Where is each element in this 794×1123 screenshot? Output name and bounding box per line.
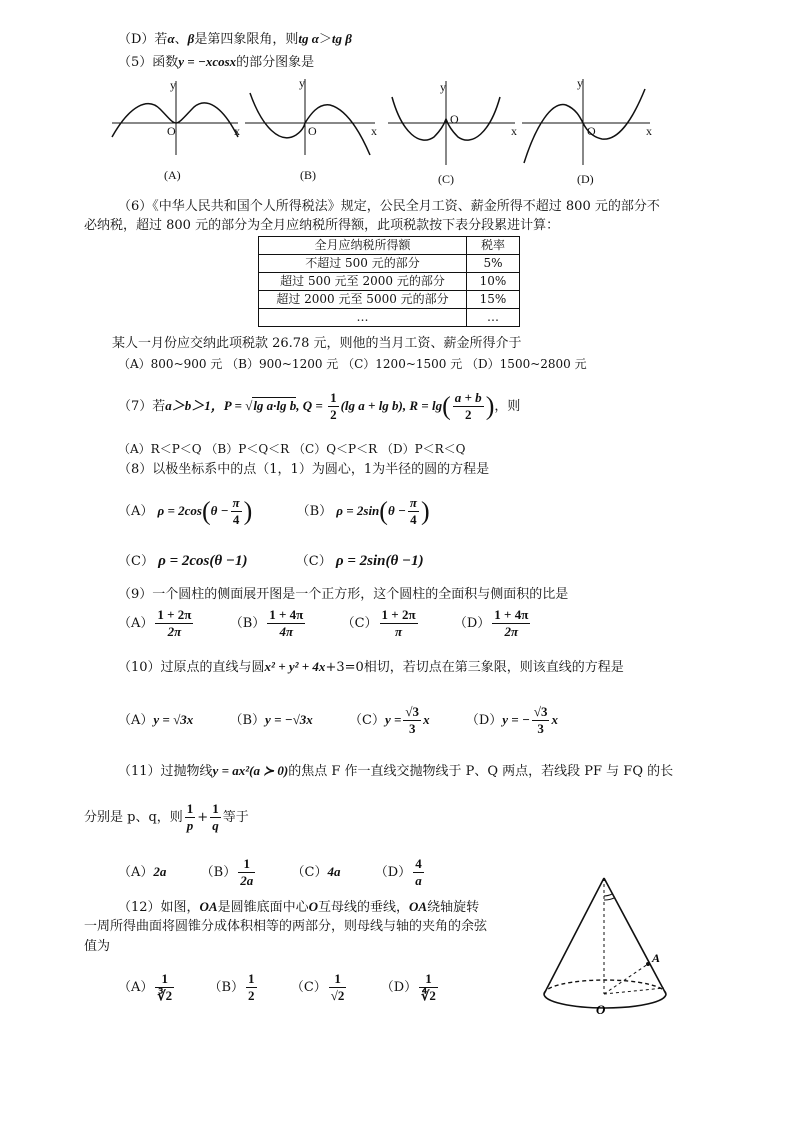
q6-line3: 某人一月份应交纳此项税款 26.78 元，则他的当月工资、薪金所得介于 bbox=[112, 336, 522, 351]
q7-tail: ，则 bbox=[494, 399, 521, 414]
q12-options bbox=[118, 970, 440, 1006]
den: 2 bbox=[464, 407, 472, 422]
table-row bbox=[259, 309, 520, 327]
q8-a-expr: ρ = 2cos bbox=[157, 503, 202, 518]
graph-b-o: O bbox=[308, 124, 317, 138]
q8-d-label: （C） bbox=[295, 554, 332, 569]
den: 4 bbox=[232, 512, 240, 527]
q10-eq: x² + y² + 4x bbox=[264, 659, 326, 674]
graph-b-caption: (B) bbox=[300, 168, 316, 182]
q9-b-frac bbox=[267, 607, 305, 640]
gt: ＞ bbox=[318, 32, 332, 47]
q10-d-pre: y = − bbox=[502, 712, 530, 727]
q12-b-label: （B） bbox=[208, 980, 245, 995]
q11-a-label: （A） bbox=[118, 865, 154, 880]
pi-over-4 bbox=[231, 495, 242, 528]
q6-line2: 必纳税，超过 800 元的部分为全月应纳税所得额，此项税款按下表分段累进计算： bbox=[84, 218, 560, 233]
q8-d-expr: ρ = 2sin(θ −1) bbox=[335, 553, 424, 569]
one-over-q bbox=[210, 801, 221, 834]
q8-options-ab: （A） ρ = 2cos(θ − $\frac{\pi}{4}$ ) （B） ρ = 2sin(θ − $\frac{\pi}{4}$ ) bbox=[118, 495, 430, 527]
den: √2 bbox=[330, 988, 345, 1003]
q10-d-frac bbox=[532, 704, 550, 737]
alpha: α bbox=[167, 31, 175, 46]
num: 1 + 4π bbox=[269, 607, 304, 622]
q10-a-label: （A） bbox=[118, 713, 154, 728]
q11-line2-pre: 分别是 p、q，则 bbox=[84, 810, 183, 825]
table-header-cell: 全月应纳税所得额 bbox=[259, 237, 467, 255]
q5-graphs bbox=[0, 75, 794, 195]
q12-a-frac bbox=[155, 971, 174, 1004]
q7-cond: a＞b＞1， bbox=[165, 398, 224, 413]
table-cell: 10% bbox=[467, 273, 520, 291]
q9-question: （9）一个圆柱的侧面展开图是一个正方形，这个圆柱的全面积与侧面积的比是 bbox=[118, 587, 569, 602]
sep: 、 bbox=[174, 32, 188, 47]
one-over-p bbox=[185, 801, 196, 834]
graph-b-x: x bbox=[371, 124, 377, 138]
num: 1 bbox=[212, 801, 219, 816]
num: 1 + 4π bbox=[494, 607, 529, 622]
graph-c-o: O bbox=[450, 112, 459, 126]
q8-b-label: （B） bbox=[296, 504, 333, 519]
q12-oa: OA bbox=[199, 899, 218, 914]
q6-options: （A）800~900 元 （B）900~1200 元 （C）1200~1500 元 （D）1500~2800 元 bbox=[118, 357, 587, 371]
q11-c-expr: 4a bbox=[327, 864, 341, 879]
q7-q: , Q = bbox=[296, 398, 327, 413]
den: 3 bbox=[537, 721, 544, 736]
den: 2π bbox=[504, 624, 519, 639]
den: 2 bbox=[248, 988, 255, 1003]
q10-b-expr: y = −√3x bbox=[265, 712, 313, 727]
num: 1 + 2π bbox=[157, 607, 192, 622]
num: 1 bbox=[248, 971, 255, 986]
num: a + b bbox=[454, 390, 482, 405]
q12-line3: 值为 bbox=[84, 939, 111, 954]
q10-c-label: （C） bbox=[349, 713, 385, 728]
q5-label: （5）函数 bbox=[118, 55, 179, 70]
label-a: A bbox=[652, 951, 661, 965]
q9-options bbox=[118, 606, 532, 642]
q11-d-label: （D） bbox=[374, 865, 412, 880]
num: 1 + 2π bbox=[381, 607, 416, 622]
table-cell: 不超过 500 元的部分 bbox=[259, 255, 467, 273]
den: 2a bbox=[240, 873, 254, 888]
den: p bbox=[186, 818, 194, 833]
q11-d-frac bbox=[413, 856, 424, 889]
graph-a-y: y bbox=[170, 78, 176, 92]
q8-question: （8）以极坐标系中的点（1，1）为圆心，1为半径的圆的方程是 bbox=[118, 462, 490, 477]
q7-p-expr: lg a·lg b bbox=[253, 398, 297, 413]
q11-b-label: （B） bbox=[200, 865, 237, 880]
q10-b-label: （B） bbox=[229, 713, 266, 728]
graph-c-y: y bbox=[440, 80, 446, 94]
table-cell: … bbox=[467, 309, 520, 327]
q11-eq: y = ax²(a ≻ 0) bbox=[212, 763, 289, 778]
num: 1 bbox=[238, 856, 255, 873]
q5-tail: 的部分图象是 bbox=[236, 55, 315, 70]
q8-b-expr: ρ = 2sin bbox=[336, 503, 380, 518]
table-cell: … bbox=[259, 309, 467, 327]
q10-d-x: x bbox=[551, 712, 558, 727]
num: 1 bbox=[186, 801, 194, 816]
q10-a-expr: y = √3x bbox=[153, 712, 194, 727]
q11-a-expr: 2a bbox=[153, 864, 167, 879]
q12-c-frac bbox=[329, 971, 347, 1004]
q12-end: 绕轴旋转 bbox=[427, 900, 480, 915]
q12-a-label: （A） bbox=[118, 980, 154, 995]
q5-question bbox=[118, 53, 314, 72]
q7-options: （A）R＜P＜Q （B）P＜Q＜R （C）Q＜P＜R （D）P＜R＜Q bbox=[118, 442, 466, 456]
q12-pre: （12）如图， bbox=[118, 900, 200, 915]
den: q bbox=[212, 818, 219, 833]
q11-options bbox=[118, 854, 426, 891]
q8-a-label: （A） bbox=[118, 504, 154, 519]
q7-question: （7）若a＞b＞1，P = √lg a·lg b, Q = $\frac{1}{2}$ (lg a + lg b), R = lg( $\frac{a + b}{2}$ )，则 bbox=[118, 390, 521, 422]
q9-a-frac bbox=[155, 607, 193, 640]
den: 4 bbox=[410, 512, 417, 527]
q10-eq2: +3=0 bbox=[325, 660, 364, 675]
q4-option-d bbox=[118, 30, 352, 49]
num: √3 bbox=[533, 704, 548, 719]
q7-p: P = bbox=[223, 398, 246, 413]
table-cell: 超过 2000 元至 5000 元的部分 bbox=[259, 291, 467, 309]
label-o: O bbox=[596, 1002, 606, 1017]
beta: β bbox=[187, 31, 195, 46]
num: 4 bbox=[415, 856, 422, 871]
den: 2 bbox=[330, 407, 337, 422]
q11-c-label: （C） bbox=[291, 865, 328, 880]
table-cell: 超过 500 元至 2000 元的部分 bbox=[259, 273, 467, 291]
pi-over-4 bbox=[408, 495, 419, 528]
graph-a-x: x bbox=[234, 124, 240, 138]
q12-line2: 一周所得曲面将圆锥分成体积相等的两部分，则母线与轴的夹角的余弦 bbox=[84, 919, 488, 934]
q12-mid: 是圆锥底面中心 bbox=[217, 900, 309, 915]
q10-question bbox=[118, 658, 624, 677]
q12-oa2: OA bbox=[409, 899, 428, 914]
q8-c-label: （C） bbox=[118, 554, 154, 569]
num: 1 bbox=[329, 971, 347, 988]
graph-d bbox=[522, 79, 650, 165]
den: ∜2 bbox=[421, 988, 436, 1003]
tax-table bbox=[258, 236, 520, 327]
q9-b-label: （B） bbox=[229, 616, 266, 631]
q12-d-label: （D） bbox=[380, 980, 418, 995]
num: 1 bbox=[419, 971, 438, 988]
plus: + bbox=[197, 810, 209, 825]
q10-options bbox=[118, 702, 558, 739]
q11-post: 的焦点 F 作一直线交抛物线于 P、Q 两点，若线段 PF 与 FQ 的长 bbox=[288, 764, 674, 779]
q6-line1: （6）《中华人民共和国个人所得税法》规定，公民全月工资、薪金所得不超过 800 元的部分不 bbox=[118, 199, 660, 214]
table-row bbox=[259, 273, 520, 291]
cone-drawing bbox=[544, 878, 666, 1008]
q12-post: 互母线的垂线， bbox=[318, 900, 410, 915]
graph-d-x: x bbox=[646, 124, 652, 138]
q7-ab bbox=[453, 390, 484, 423]
graph-d-y: y bbox=[577, 76, 583, 90]
den: ∛2 bbox=[157, 988, 173, 1003]
q9-d-frac bbox=[492, 607, 530, 640]
graph-a-caption: (A) bbox=[164, 168, 181, 182]
q10-post: 相切，若切点在第三象限，则该直线的方程是 bbox=[363, 660, 624, 675]
num: √3 bbox=[405, 704, 420, 719]
den: π bbox=[394, 624, 403, 639]
tg-alpha: tg α bbox=[298, 31, 319, 46]
q10-c-x: x bbox=[423, 712, 430, 727]
q10-d-label: （D） bbox=[465, 713, 503, 728]
den: 2π bbox=[167, 624, 182, 639]
q11-pre: （11）过抛物线 bbox=[118, 764, 213, 779]
q11-line1 bbox=[118, 762, 673, 781]
table-header-row bbox=[259, 237, 520, 255]
table-row bbox=[259, 255, 520, 273]
theta: θ − bbox=[210, 503, 229, 518]
q9-a-label: （A） bbox=[118, 616, 154, 631]
q12-b-frac bbox=[246, 971, 257, 1004]
graph-d-o: O bbox=[587, 124, 596, 138]
q12-c-label: （C） bbox=[290, 980, 327, 995]
q12-line1 bbox=[118, 898, 479, 917]
q7-r: , R = lg bbox=[402, 398, 443, 413]
graph-c-caption: (C) bbox=[438, 172, 454, 186]
q8-options-cd bbox=[118, 552, 424, 571]
tg-beta: tg β bbox=[331, 31, 352, 46]
num: 1 bbox=[155, 971, 174, 988]
q11-line2-post: 等于 bbox=[222, 810, 249, 825]
num: π bbox=[409, 495, 417, 510]
q10-c-pre: y = bbox=[384, 712, 402, 727]
q5-func: y = −xcosx bbox=[178, 54, 237, 69]
q11-line2 bbox=[84, 800, 249, 836]
table-row bbox=[259, 291, 520, 309]
q4-mid: 是第四象限角，则 bbox=[194, 32, 299, 47]
den: a bbox=[415, 873, 422, 888]
q7-q-expr: (lg a + lg b) bbox=[340, 398, 403, 413]
den: 4π bbox=[279, 624, 294, 639]
q9-c-label: （C） bbox=[341, 616, 378, 631]
q9-c-frac bbox=[380, 607, 418, 640]
table-cell: 5% bbox=[467, 255, 520, 273]
cone-figure bbox=[536, 872, 696, 1022]
q8-c-expr: ρ = 2cos(θ −1) bbox=[158, 553, 248, 569]
q7-label: （7）若 bbox=[118, 399, 166, 414]
den: 3 bbox=[408, 721, 416, 736]
q11-b-frac bbox=[238, 856, 255, 889]
num: π bbox=[232, 495, 240, 510]
graph-c-x: x bbox=[511, 124, 517, 138]
graph-b bbox=[245, 79, 375, 155]
q10-pre: （10）过原点的直线与圆 bbox=[118, 660, 265, 675]
q12-d-frac bbox=[419, 971, 438, 1004]
q9-d-label: （D） bbox=[453, 616, 491, 631]
num: 1 bbox=[330, 390, 337, 405]
graph-d-caption: (D) bbox=[577, 172, 594, 186]
q7-half bbox=[328, 390, 339, 423]
table-header-cell: 税率 bbox=[467, 237, 520, 255]
theta: θ − bbox=[387, 503, 406, 518]
q4-label: （D）若 bbox=[118, 32, 168, 47]
graph-b-y: y bbox=[299, 76, 305, 90]
q12-o: O bbox=[308, 899, 319, 914]
q10-c-frac bbox=[403, 704, 421, 737]
table-cell: 15% bbox=[467, 291, 520, 309]
graph-a-o: O bbox=[167, 124, 176, 138]
